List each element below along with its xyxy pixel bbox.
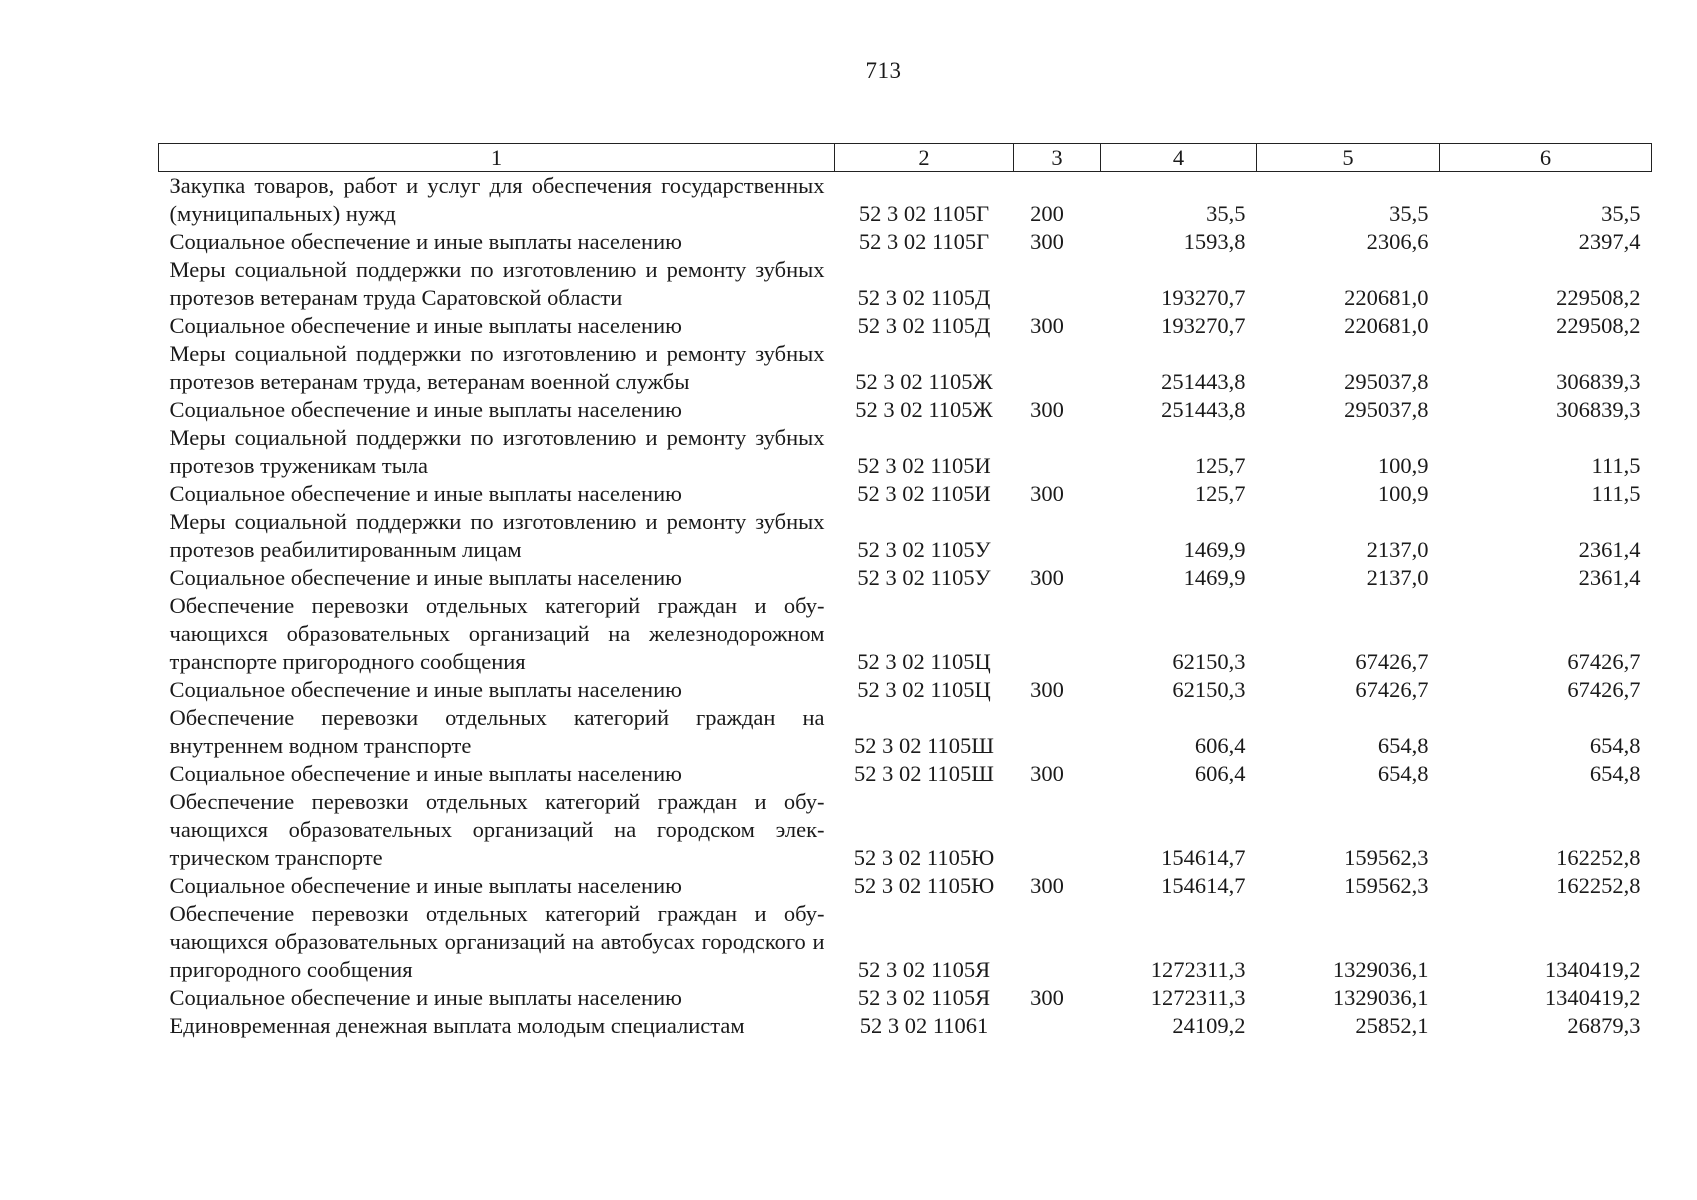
- row-value-col6: 67426,7: [1567, 649, 1641, 674]
- row-value-col5: 100,9: [1377, 481, 1429, 506]
- row-value-col6: 162252,8: [1556, 873, 1641, 898]
- row-code: 52 3 02 1105Г: [858, 229, 990, 254]
- table-body: [159, 172, 1652, 1041]
- row-expense-type: [1014, 256, 1101, 312]
- row-value-col6: 306839,3: [1556, 397, 1641, 422]
- row-expense-type: [1014, 340, 1101, 396]
- column-number-4: 4: [1101, 144, 1257, 172]
- row-value-col6: 26879,3: [1567, 1013, 1641, 1038]
- row-expense-type: 300: [1030, 761, 1064, 786]
- table-row: [159, 340, 1652, 396]
- row-value-col6: 654,8: [1589, 733, 1641, 758]
- row-expense-type: [1014, 1012, 1101, 1040]
- row-code: 52 3 02 1105Ш: [854, 733, 994, 758]
- row-code: 52 3 02 11061: [859, 1013, 989, 1038]
- row-name: Социальное обеспечение и иные выплаты населению: [169, 397, 682, 422]
- column-number-1: 1: [159, 144, 835, 172]
- row-name: Единовременная денежная выплата молодым специалистам: [169, 1013, 745, 1038]
- row-value-col4: 62150,3: [1172, 677, 1246, 702]
- row-name: Обеспечение перевозки отдельных категорий граждан и обучающихся образовательных организаций на городском электрическом транспорте: [169, 789, 825, 870]
- row-name: Обеспечение перевозки отдельных категорий граждан и обучающихся образовательных организаций на железнодорожном транспорте пригородного сообщения: [169, 593, 825, 674]
- row-value-col5: 67426,7: [1355, 677, 1429, 702]
- row-expense-type: 300: [1030, 985, 1064, 1010]
- row-value-col5: 1329036,1: [1332, 957, 1429, 982]
- row-value-col5: 159562,3: [1344, 873, 1429, 898]
- row-expense-type: 300: [1030, 229, 1064, 254]
- row-name: Социальное обеспечение и иные выплаты населению: [169, 481, 682, 506]
- row-value-col4: 1469,9: [1183, 565, 1246, 590]
- row-expense-type: [1014, 592, 1101, 676]
- row-value-col5: 654,8: [1377, 733, 1429, 758]
- table-row: [159, 704, 1652, 760]
- row-value-col5: 159562,3: [1344, 845, 1429, 870]
- row-value-col4: 251443,8: [1161, 369, 1246, 394]
- row-code: 52 3 02 1105И: [857, 481, 991, 506]
- row-expense-type: [1014, 508, 1101, 564]
- table-row: [159, 480, 1652, 508]
- row-expense-type: 300: [1030, 397, 1064, 422]
- row-name: Социальное обеспечение и иные выплаты населению: [169, 985, 682, 1010]
- row-name: Закупка товаров, работ и услуг для обеспечения государственных (муниципальных) нужд: [169, 173, 825, 226]
- row-code: 52 3 02 1105Г: [858, 201, 990, 226]
- row-expense-type: 300: [1030, 481, 1064, 506]
- row-value-col4: 193270,7: [1161, 313, 1246, 338]
- row-expense-type: [1014, 788, 1101, 872]
- row-expense-type: [1014, 424, 1101, 480]
- row-value-col5: 25852,1: [1355, 1013, 1429, 1038]
- row-value-col4: 1593,8: [1183, 229, 1246, 254]
- row-value-col6: 1340419,2: [1544, 985, 1641, 1010]
- table-row: [159, 424, 1652, 480]
- table-row: [159, 592, 1652, 676]
- table-header: [159, 144, 1652, 172]
- row-value-col5: 654,8: [1377, 761, 1429, 786]
- row-expense-type: 300: [1030, 313, 1064, 338]
- column-number-3: 3: [1014, 144, 1101, 172]
- row-name: Социальное обеспечение и иные выплаты населению: [169, 565, 682, 590]
- table-row: [159, 172, 1652, 229]
- row-value-col4: 1272311,3: [1150, 985, 1246, 1010]
- table-row: [159, 396, 1652, 424]
- row-value-col5: 1329036,1: [1332, 985, 1429, 1010]
- row-code: 52 3 02 1105Ю: [853, 873, 995, 898]
- table-row: [159, 564, 1652, 592]
- row-code: 52 3 02 1105Я: [857, 957, 991, 982]
- row-value-col6: 2361,4: [1578, 537, 1641, 562]
- row-value-col4: 1469,9: [1183, 537, 1246, 562]
- row-value-col6: 306839,3: [1556, 369, 1641, 394]
- budget-table: [158, 143, 1652, 1040]
- table-row: [159, 312, 1652, 340]
- row-code: 52 3 02 1105Ж: [855, 397, 993, 422]
- table-row: [159, 676, 1652, 704]
- column-number-6: 6: [1440, 144, 1652, 172]
- row-value-col5: 220681,0: [1344, 285, 1429, 310]
- row-value-col5: 2137,0: [1366, 565, 1429, 590]
- table-row: [159, 228, 1652, 256]
- row-expense-type: 200: [1030, 201, 1064, 226]
- row-name: Социальное обеспечение и иные выплаты населению: [169, 313, 682, 338]
- row-name: Социальное обеспечение и иные выплаты населению: [169, 873, 682, 898]
- row-expense-type: [1014, 900, 1101, 984]
- row-value-col6: 162252,8: [1556, 845, 1641, 870]
- row-code: 52 3 02 1105И: [857, 453, 991, 478]
- row-expense-type: 300: [1030, 565, 1064, 590]
- row-value-col6: 1340419,2: [1544, 957, 1641, 982]
- column-number-2: 2: [835, 144, 1014, 172]
- column-number-5: 5: [1257, 144, 1440, 172]
- row-value-col6: 229508,2: [1556, 313, 1641, 338]
- row-value-col6: 229508,2: [1556, 285, 1641, 310]
- row-value-col6: 35,5: [1601, 201, 1641, 226]
- row-value-col6: 2397,4: [1578, 229, 1641, 254]
- row-value-col4: 154614,7: [1161, 873, 1246, 898]
- row-value-col5: 67426,7: [1355, 649, 1429, 674]
- row-value-col4: 193270,7: [1161, 285, 1246, 310]
- row-value-col6: 654,8: [1589, 761, 1641, 786]
- row-code: 52 3 02 1105Д: [857, 313, 991, 338]
- table-row: [159, 256, 1652, 312]
- row-value-col4: 62150,3: [1172, 649, 1246, 674]
- row-code: 52 3 02 1105Ц: [857, 649, 991, 674]
- row-value-col5: 220681,0: [1344, 313, 1429, 338]
- row-code: 52 3 02 1105У: [857, 537, 991, 562]
- row-expense-type: 300: [1030, 873, 1064, 898]
- row-code: 52 3 02 1105Ц: [857, 677, 991, 702]
- row-name: Социальное обеспечение и иные выплаты населению: [169, 761, 682, 786]
- table-row: [159, 984, 1652, 1012]
- row-code: 52 3 02 1105У: [857, 565, 991, 590]
- table-row: [159, 760, 1652, 788]
- table-row: [159, 1012, 1652, 1040]
- row-value-col6: 2361,4: [1578, 565, 1641, 590]
- row-value-col4: 35,5: [1206, 201, 1246, 226]
- row-value-col5: 2137,0: [1366, 537, 1429, 562]
- row-name: Обеспечение перевозки отдельных категорий граждан и обучающихся образовательных организаций на автобусах городского и пригородного сообщения: [169, 901, 825, 982]
- row-value-col4: 24109,2: [1172, 1013, 1246, 1038]
- row-name: Социальное обеспечение и иные выплаты населению: [169, 677, 682, 702]
- row-name: Меры социальной поддержки по изготовлению и ремонту зубных протезов ветеранам труда, ветеранам военной службы: [169, 341, 825, 394]
- row-value-col4: 606,4: [1194, 733, 1246, 758]
- row-value-col4: 125,7: [1194, 453, 1246, 478]
- row-value-col5: 295037,8: [1344, 369, 1429, 394]
- row-name: Социальное обеспечение и иные выплаты населению: [169, 229, 682, 254]
- table-row: [159, 900, 1652, 984]
- row-value-col5: 295037,8: [1344, 397, 1429, 422]
- row-code: 52 3 02 1105Д: [857, 285, 991, 310]
- row-name: Меры социальной поддержки по изготовлению и ремонту зубных протезов труженикам тыла: [169, 425, 825, 478]
- header-row: [159, 144, 1652, 172]
- row-value-col4: 606,4: [1194, 761, 1246, 786]
- row-value-col6: 111,5: [1591, 453, 1641, 478]
- row-expense-type: [1014, 704, 1101, 760]
- row-expense-type: 300: [1030, 677, 1064, 702]
- row-value-col4: 251443,8: [1161, 397, 1246, 422]
- row-value-col4: 1272311,3: [1150, 957, 1246, 982]
- row-value-col4: 154614,7: [1161, 845, 1246, 870]
- table-row: [159, 508, 1652, 564]
- table-row: [159, 788, 1652, 872]
- row-code: 52 3 02 1105Ж: [855, 369, 993, 394]
- row-name: Меры социальной поддержки по изготовлению и ремонту зубных протезов реабилитированным лицам: [169, 509, 825, 562]
- row-name: Меры социальной поддержки по изготовлению и ремонту зубных протезов ветеранам труда Саратовской области: [169, 257, 825, 310]
- table-row: [159, 872, 1652, 900]
- row-value-col5: 2306,6: [1366, 229, 1429, 254]
- page-number: 713: [865, 58, 902, 83]
- row-value-col5: 100,9: [1377, 453, 1429, 478]
- row-value-col5: 35,5: [1389, 201, 1429, 226]
- row-code: 52 3 02 1105Ю: [853, 845, 995, 870]
- row-code: 52 3 02 1105Я: [857, 985, 991, 1010]
- row-value-col6: 67426,7: [1567, 677, 1641, 702]
- row-code: 52 3 02 1105Ш: [854, 761, 994, 786]
- row-name: Обеспечение перевозки отдельных категорий граждан на внутреннем водном транспорте: [169, 705, 825, 758]
- row-value-col4: 125,7: [1194, 481, 1246, 506]
- row-value-col6: 111,5: [1591, 481, 1641, 506]
